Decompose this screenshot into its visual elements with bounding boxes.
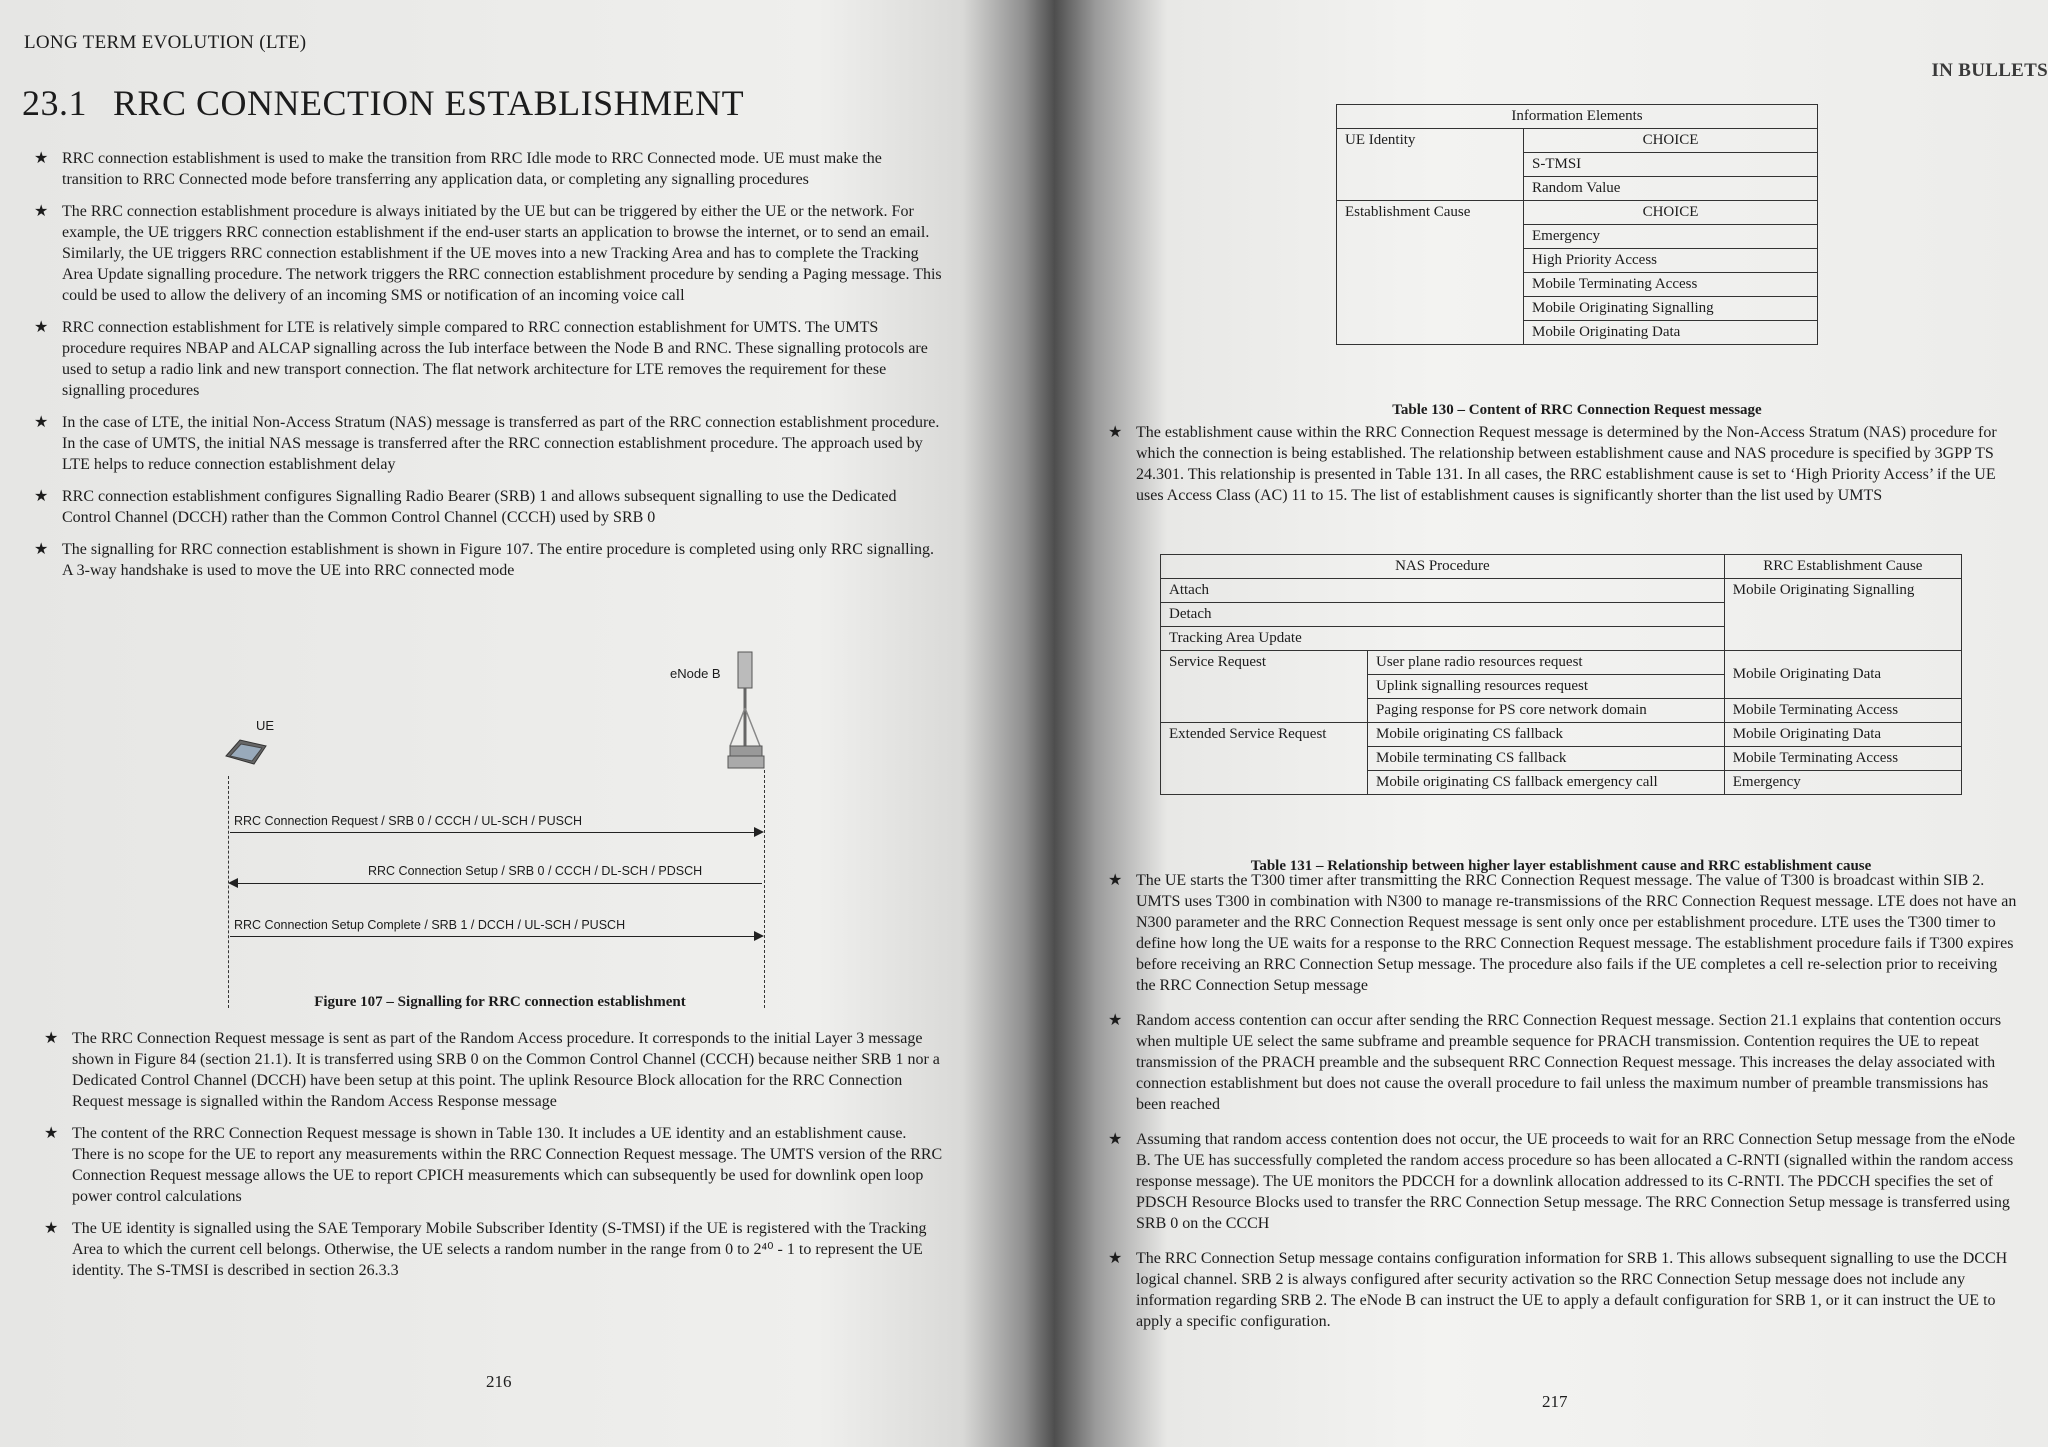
star-bullet-icon: ★: [34, 150, 49, 167]
list-item: [1098, 870, 2018, 996]
table-cell: UE Identity: [1337, 129, 1524, 201]
ue-label: UE: [256, 718, 275, 733]
bullet-text: Assuming that random access contention does not occur, the UE proceeds to wait for an RRC Connection Setup message from the eNode B. The UE has successfully completed the random access procedure so has been allocated a C-RNTI (signalled within the random access response message). The UE monitors the PDCCH for a downlink allocation addressed to its C-RNTI. The PDCCH specifies the set of PDSCH Resource Blocks used to transfer the RRC Connection Setup message. The RRC Connection Setup message is transferred using SRB 0 on the CCCH: [1136, 1131, 2016, 1232]
list-item: [24, 486, 944, 528]
table-cell: Mobile Originating Data: [1724, 651, 1961, 699]
table-cell: Attach: [1161, 579, 1725, 603]
table-cell: Mobile Terminating Access: [1724, 747, 1961, 771]
table-cell: High Priority Access: [1524, 249, 1818, 273]
list-item: [1098, 1129, 2018, 1234]
table-cell: Uplink signalling resources request: [1368, 675, 1725, 699]
star-bullet-icon: ★: [1108, 872, 1123, 889]
page-number-right: 217: [1542, 1392, 1568, 1411]
running-head-left: LONG TERM EVOLUTION (LTE): [24, 32, 307, 53]
signalling-figure: [200, 648, 800, 1008]
bullet-text: RRC connection establishment is used to make the transition from RRC Idle mode to RRC Connected mode. UE must make the transition to RRC Connected mode before transferring any application data, or completing any signalling procedures: [62, 150, 882, 188]
table-131-caption: Table 131 – Relationship between higher layer establishment cause and RRC establishment cause: [1250, 858, 1872, 874]
table-130-caption: Table 130 – Content of RRC Connection Request message: [1392, 402, 1762, 418]
list-item: [1098, 422, 2018, 506]
list-item: [1098, 1248, 2018, 1332]
message-label-2: RRC Connection Setup / SRB 0 / CCCH / DL-SCH / PDSCH: [368, 864, 703, 878]
bullet-text: The RRC Connection Setup message contains configuration information for SRB 1. This allows subsequent signalling to use the DCCH logical channel. SRB 2 is always configured after security activation so the RRC Connection Setup message does not include any information regarding SRB 2. The eNode B can instruct the UE to apply a default configuration for SRB 1, or it can instruct the UE to apply a specific configuration.: [1136, 1250, 2008, 1330]
bullet-text: The signalling for RRC connection establishment is shown in Figure 107. The entire procedure is completed using only RRC signalling. A 3-way handshake is used to move the UE into RRC connected mode: [62, 541, 935, 579]
table-cell: S-TMSI: [1524, 153, 1818, 177]
list-item: [24, 201, 944, 306]
bullet-text: RRC connection establishment for LTE is relatively simple compared to RRC connection establishment for UMTS. The UMTS procedure requires NBAP and ALCAP signalling across the Iub interface between the Node B and RNC. These signalling protocols are used to setup a radio link and new transport connection. The flat network architecture for LTE removes the requirement for these signalling procedures: [62, 319, 928, 399]
list-item: [24, 148, 944, 190]
star-bullet-icon: ★: [34, 488, 49, 505]
list-item: [34, 1123, 946, 1207]
table-cell: CHOICE: [1524, 129, 1818, 153]
bullet-list-top: [24, 148, 944, 592]
bullet-text: In the case of LTE, the initial Non-Access Stratum (NAS) message is transferred as part of the RRC connection establishment procedure. In the case of UMTS, the initial NAS message is transferred after the RRC connection establishment procedure. The approach used by LTE helps to reduce connection establishment delay: [62, 414, 940, 473]
ue-lifeline: [228, 776, 229, 1008]
table-cell: Extended Service Request: [1161, 723, 1368, 795]
table-cell: Tracking Area Update: [1161, 627, 1725, 651]
list-item: [34, 1028, 946, 1112]
list-item: [34, 1218, 946, 1281]
star-bullet-icon: ★: [44, 1220, 59, 1237]
bullet-list-right-bottom: [1098, 870, 2018, 1346]
list-item: [24, 539, 944, 581]
table-cell: Service Request: [1161, 651, 1368, 723]
bullet-list-right-top: [1098, 422, 2018, 520]
star-bullet-icon: ★: [34, 414, 49, 431]
table-130: [1336, 104, 1818, 345]
running-head-right: IN BULLETS: [1931, 60, 2048, 81]
ue-phone-icon: [222, 734, 270, 770]
section-title: RRC CONNECTION ESTABLISHMENT: [113, 83, 745, 123]
left-page: [0, 0, 960, 1447]
star-bullet-icon: ★: [34, 541, 49, 558]
table-cell: Establishment Cause: [1337, 201, 1524, 345]
bullet-text: The UE starts the T300 timer after transmitting the RRC Connection Request message. The value of T300 is broadcast within SIB 2. UMTS uses T300 in combination with N300 to manage re-transmissions of the RRC Connection Request message. LTE does not have an N300 parameter and the RRC Connection Request message is sent only once per establishment procedure. LTE uses the T300 timer to define how long the UE waits for a response to the RRC Connection Request message. The establishment procedure fails if T300 expires before receiving an RRC Connection Setup message. The procedure also fails if the UE completes a cell re-selection prior to receiving the RRC Connection Setup message: [1136, 872, 2017, 994]
table-cell: Mobile Originating Data: [1524, 321, 1818, 345]
message-label-1: RRC Connection Request / SRB 0 / CCCH / UL-SCH / PUSCH: [234, 814, 583, 828]
right-page: [1080, 0, 2048, 1447]
table-cell: Detach: [1161, 603, 1725, 627]
star-bullet-icon: ★: [1108, 1250, 1123, 1267]
table-cell: Mobile Originating Data: [1724, 723, 1961, 747]
table-cell: Mobile Terminating Access: [1524, 273, 1818, 297]
table-cell: CHOICE: [1524, 201, 1818, 225]
bullet-text: The content of the RRC Connection Request message is shown in Table 130. It includes a UE identity and an establishment cause. There is no scope for the UE to report any measurements within the RRC Connection Request message. The UMTS version of the RRC Connection Request message allows the UE to report CPICH measurements which can subsequently be used for downlink open loop power control calculations: [72, 1125, 943, 1205]
section-number: 23.1: [22, 83, 87, 123]
table-cell: Mobile Terminating Access: [1724, 699, 1961, 723]
table-header: RRC Establishment Cause: [1724, 555, 1961, 579]
table-header: Information Elements: [1337, 105, 1818, 129]
star-bullet-icon: ★: [44, 1030, 59, 1047]
bullet-text: The RRC connection establishment procedure is always initiated by the UE but can be triggered by either the UE or the network. For example, the UE triggers RRC connection establishment if the end-user starts an application to browse the internet, or to send an email. Similarly, the UE triggers RRC connection establishment if the UE moves into a new Tracking Area and has to complete the Tracking Area Update signalling procedure. The network triggers the RRC connection establishment procedure by sending a Paging message. This could be used to allow the delivery of an incoming SMS or notification of an incoming voice call: [62, 203, 942, 304]
table-131: [1160, 554, 1962, 795]
table-cell: Random Value: [1524, 177, 1818, 201]
star-bullet-icon: ★: [1108, 1012, 1123, 1029]
arrow-left-2: [230, 883, 762, 884]
bullet-text: Random access contention can occur after sending the RRC Connection Request message. Section 21.1 explains that contention occurs when multiple UE select the same subframe and preamble sequence for PRACH transmission. Contention requires the UE to repeat transmission of the PRACH preamble and the subsequent RRC Connection Request message. This increases the delay associated with connection establishment but does not cause the overall procedure to fail unless the maximum number of preamble transmissions has been reached: [1136, 1012, 2002, 1113]
bullet-text: The RRC Connection Request message is sent as part of the Random Access procedure. It corresponds to the initial Layer 3 message shown in Figure 84 (section 21.1). It is transferred using SRB 0 on the Common Control Channel (CCCH) because neither SRB 1 nor a Dedicated Control Channel (DCCH) have been setup at this point. The uplink Resource Block allocation for the RRC Connection Request message is signalled within the Random Access Response message: [72, 1030, 940, 1110]
bullet-list-bottom: [34, 1028, 946, 1292]
enodeb-tower-icon: [716, 648, 776, 778]
enodeb-lifeline: [764, 770, 765, 1008]
page-number-left: 216: [486, 1372, 512, 1391]
arrow-right-3: [230, 936, 762, 937]
table-cell: Mobile terminating CS fallback: [1368, 747, 1725, 771]
table-cell: Mobile originating CS fallback emergency call: [1368, 771, 1725, 795]
message-label-3: RRC Connection Setup Complete / SRB 1 / DCCH / UL-SCH / PUSCH: [234, 918, 626, 932]
table-cell: Mobile Originating Signalling: [1524, 297, 1818, 321]
table-cell: User plane radio resources request: [1368, 651, 1725, 675]
table-cell: Mobile Originating Signalling: [1724, 579, 1961, 651]
star-bullet-icon: ★: [1108, 1131, 1123, 1148]
bullet-text: The UE identity is signalled using the SAE Temporary Mobile Subscriber Identity (S-TMSI) if the UE is registered with the Tracking Area to which the current cell belongs. Otherwise, the UE selects a random number in the range from 0 to 2⁴⁰ - 1 to represent the UE identity. The S-TMSI is described in section 26.3.3: [72, 1220, 927, 1279]
table-cell: Mobile originating CS fallback: [1368, 723, 1725, 747]
figure-caption: Figure 107 – Signalling for RRC connection establishment: [314, 994, 686, 1010]
list-item: [1098, 1010, 2018, 1115]
table-cell: Emergency: [1524, 225, 1818, 249]
table-cell: Emergency: [1724, 771, 1961, 795]
table-cell: Paging response for PS core network domain: [1368, 699, 1725, 723]
bullet-text: The establishment cause within the RRC Connection Request message is determined by the Non-Access Stratum (NAS) procedure for which the connection is being established. The relationship between establishment cause and NAS procedure is specified by 3GPP TS 24.301. This relationship is presented in Table 131. In all cases, the RRC establishment cause is set to ‘High Priority Access’ if the UE uses Access Class (AC) 11 to 15. The list of establishment causes is significantly shorter than the list used by UMTS: [1136, 424, 1997, 504]
list-item: [24, 412, 944, 475]
arrow-right-1: [230, 832, 762, 833]
star-bullet-icon: ★: [34, 319, 49, 336]
star-bullet-icon: ★: [1108, 424, 1123, 441]
list-item: [24, 317, 944, 401]
enodeb-label: eNode B: [670, 666, 721, 681]
table-header: NAS Procedure: [1161, 555, 1725, 579]
star-bullet-icon: ★: [34, 203, 49, 220]
bullet-text: RRC connection establishment configures Signalling Radio Bearer (SRB) 1 and allows subsequent signalling to use the Dedicated Control Channel (DCCH) rather than the Common Control Channel (CCCH) used by SRB 0: [62, 488, 897, 526]
section-heading: [22, 82, 744, 124]
star-bullet-icon: ★: [44, 1125, 59, 1142]
